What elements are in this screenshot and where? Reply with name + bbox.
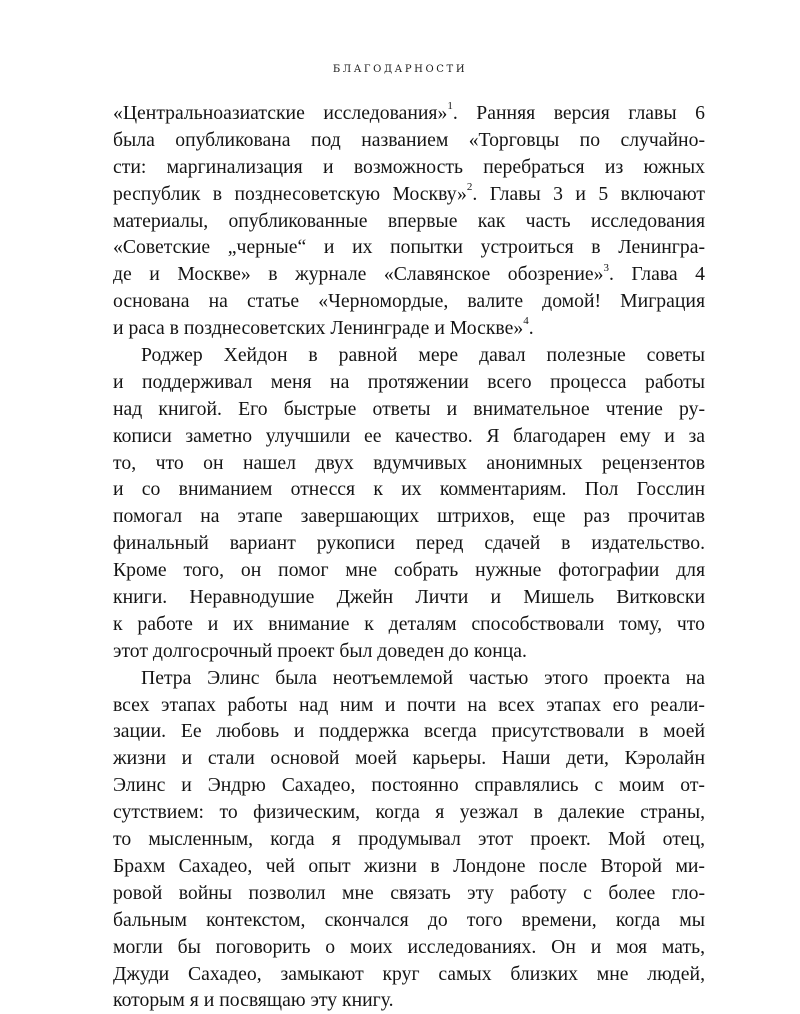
line-text: Элинс и Эндрю Сахадео, постоянно справлялись с моим от- [113,774,705,797]
line-text: была опубликована под названием «Торговцы по случайно- [113,128,705,151]
text-line [113,772,705,799]
text-line [113,127,705,154]
line-text: над книгой. Его быстрые ответы и внимательное чтение ру- [113,397,705,420]
line-text: зации. Ее любовь и поддержка всегда присутствовали в моей [113,720,705,743]
text-line [113,826,705,853]
text-line [113,315,705,342]
line-text: де и Москве» в журнале «Славянское обозрение» [113,263,604,286]
text-line [113,961,705,988]
text-line [113,530,705,557]
line-text: могли бы поговорить о моих исследованиях. Он и моя мать, [113,935,705,958]
text-line [113,423,705,450]
line-text: кописи заметно улучшили ее качество. Я благодарен ему и за [113,424,705,447]
text-line [113,907,705,934]
text-line [113,584,705,611]
text-line [113,396,705,423]
line-text-after: . Глава 4 [608,263,705,286]
footnote-marker: 1 [447,100,453,113]
line-text: основана на статье «Черномордые, валите домой! Миграция [113,290,705,313]
line-text: сутствием: то физическим, когда я уезжал в далекие страны, [113,801,705,824]
line-text: помогал на этапе завершающих штрихов, еще раз прочитав [113,505,705,528]
text-line [113,611,705,638]
text-line [113,638,705,665]
line-text: Петра Элинс была неотъемлемой частью этого проекта на [141,666,705,689]
line-text: жизни и стали основой моей карьеры. Наши дети, Кэролайн [113,747,705,770]
line-text: и раса в позднесоветских Ленинграде и Москве» [113,317,524,340]
line-text: и со вниманием отнесся к их комментариям. Пол Госслин [113,478,705,501]
line-text-after: . Главы 3 и 5 включают [472,182,705,205]
text-line [113,369,705,396]
body-text [113,100,705,1014]
line-text: «Советские „черные“ и их попытки устроиться в Ленингра- [113,236,705,259]
text-line [113,934,705,961]
text-line [113,853,705,880]
text-line [113,154,705,181]
text-line [113,987,705,1014]
text-line [113,557,705,584]
text-line [113,503,705,530]
line-text: то мысленным, когда я продумывал этот проект. Мой отец, [113,828,705,851]
text-line [113,208,705,235]
running-head: БЛАГОДАРНОСТИ [332,64,468,75]
paragraph [113,665,705,1014]
text-line [113,181,705,208]
line-text: материалы, опубликованные впервые как часть исследования [113,209,705,232]
paragraph [113,100,705,342]
text-line [113,450,705,477]
line-text: этот долгосрочный проект был доведен до конца. [113,639,527,662]
line-text: которым я и посвящаю эту книгу. [113,989,394,1012]
text-line [113,799,705,826]
line-text-after: . [528,317,534,340]
text-line [113,665,705,692]
text-line [113,692,705,719]
text-line [113,745,705,772]
text-line [113,100,705,127]
line-text: то, что он нашел двух вдумчивых анонимных рецензентов [113,451,705,474]
text-line [113,234,705,261]
line-text-after: . Ранняя версия главы 6 [452,102,705,124]
text-line [113,718,705,745]
line-text: «Центральноазиатские исследования» [113,102,448,124]
line-text: Роджер Хейдон в равной мере давал полезные советы [141,344,705,367]
text-line [113,476,705,503]
line-text: Брахм Сахадео, чей опыт жизни в Лондоне после Второй ми- [113,854,705,877]
line-text: Джуди Сахадео, замыкают круг самых близких мне людей, [113,962,705,985]
line-text: книги. Неравнодушие Джейн Личти и Мишель Витковски [113,586,705,609]
line-text: Кроме того, он помог мне собрать нужные фотографии для [113,559,705,582]
line-text: ровой войны позволил мне связать эту работу с более гло- [113,881,705,904]
line-text: и поддерживал меня на протяжении всего процесса работы [113,370,705,393]
line-text: всех этапах работы над ним и почти на всех этапах его реали- [113,693,705,716]
line-text: республик в позднесоветскую Москву» [113,182,467,205]
line-text: к работе и их внимание к деталям способствовали тому, что [113,612,705,635]
text-line [113,288,705,315]
line-text: сти: маргинализация и возможность перебраться из южных [113,155,705,178]
text-line [113,342,705,369]
paragraph [113,342,705,665]
footnote-marker: 4 [523,315,529,328]
line-text: бальным контекстом, скончался до того времени, когда мы [113,908,705,931]
text-line [113,261,705,288]
line-text: финальный вариант рукописи перед сдачей в издательство. [113,532,705,555]
footnote-marker: 2 [466,180,473,193]
text-line [113,880,705,907]
footnote-marker: 3 [603,261,609,274]
